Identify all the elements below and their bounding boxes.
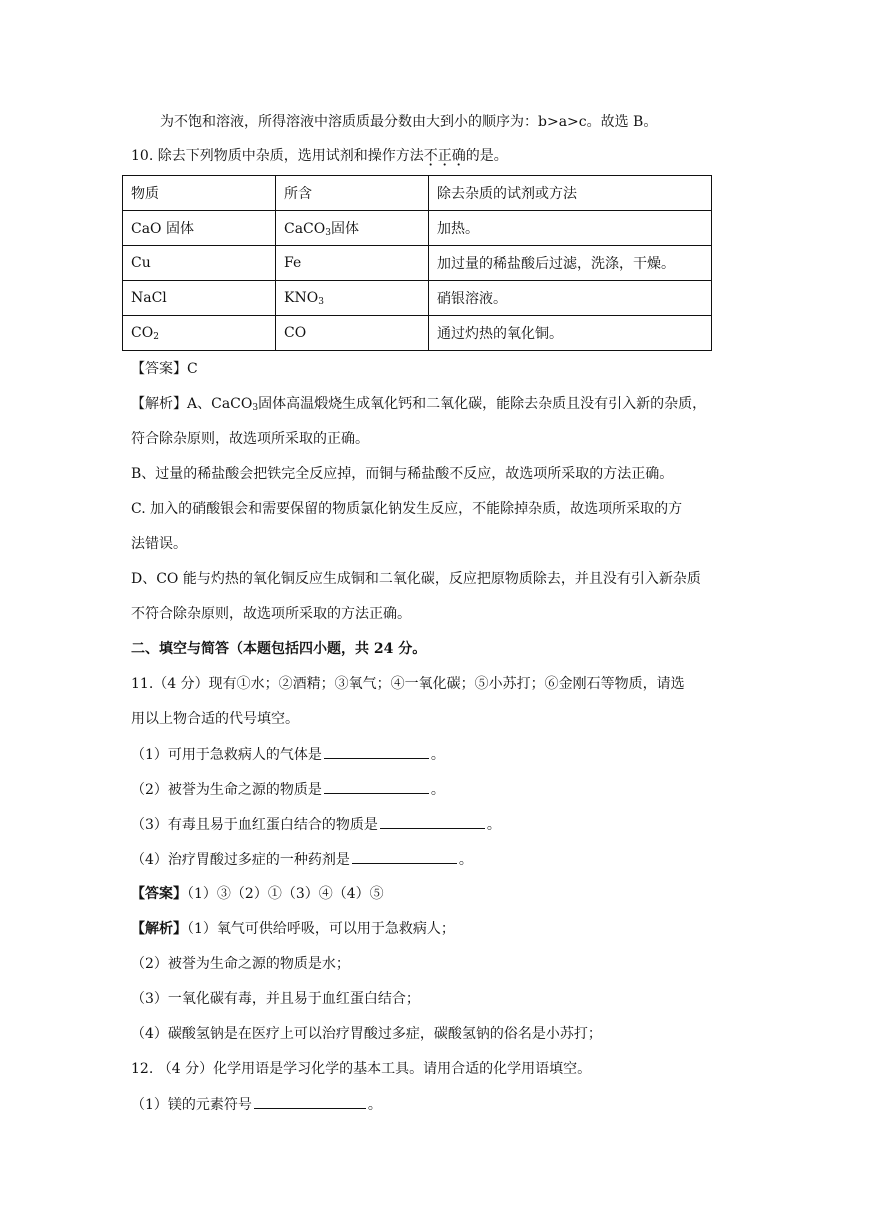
period: 。 <box>458 852 473 868</box>
table-header-row <box>123 176 712 211</box>
explanation-11-line: （4）碳酸氢钠是在医疗上可以治疗胃酸过多症，碳酸氢钠的俗名是小苏打； <box>131 1026 602 1042</box>
answer-blank[interactable] <box>380 814 485 829</box>
cell-substance: CaO 固体 <box>123 211 276 246</box>
question-12-part <box>131 1094 382 1115</box>
question-11-part <box>131 849 473 870</box>
question-10-stem <box>131 146 508 166</box>
subscript: 3 <box>318 296 324 307</box>
answer-blank[interactable] <box>324 779 429 794</box>
answer-label: 【答案】 <box>131 886 187 902</box>
cell-substance <box>123 316 276 351</box>
explanation-10-line: 符合除杂原则，故选项所采取的正确。 <box>131 431 369 447</box>
explanation-10-line: 法错误。 <box>131 536 187 552</box>
table-row <box>123 246 712 281</box>
period: 。 <box>430 747 445 763</box>
answer-blank[interactable] <box>324 744 429 759</box>
emphasis-char: 不 <box>423 148 438 164</box>
part-text: （1）镁的元素符号 <box>131 1097 252 1113</box>
subscript: 3 <box>252 403 259 413</box>
cell-impurity <box>276 281 429 316</box>
cell-impurity: CO <box>276 316 429 351</box>
formula-text: CO <box>131 324 154 341</box>
explanation-label: 【解析】 <box>131 921 187 937</box>
cell-impurity: Fe <box>276 246 429 281</box>
explanation-11-line: （3）一氧化碳有毒，并且易于血红蛋白结合； <box>131 991 420 1007</box>
question-11-part <box>131 814 501 835</box>
formula-text: CaCO <box>284 221 326 237</box>
explanation-10-line: D、CO 能与灼热的氧化铜反应生成铜和二氧化碳，反应把原物质除去，并且没有引入新杂质 <box>131 571 701 587</box>
answer-blank[interactable] <box>254 1094 366 1109</box>
question-12-stem: 12. （4 分）化学用语是学习化学的基本工具。请用合适的化学用语填空。 <box>131 1061 592 1077</box>
period: 。 <box>430 782 445 798</box>
question-11-part <box>131 779 445 800</box>
question-11-stem: 11.（4 分）现有①水；②酒精；③氧气；④一氧化碳；⑤小苏打；⑥金刚石等物质，请选 <box>131 676 685 692</box>
header-method: 除去杂质的试剂或方法 <box>429 176 712 211</box>
table-row <box>123 211 712 246</box>
paragraph-continuation: 为不饱和溶液，所得溶液中溶质质最分数由大到小的顺序为：b>a>c。故选 B。 <box>160 114 658 130</box>
explanation-10-line: C. 加入的硝酸银会和需要保留的物质氯化钠发生反应，不能除掉杂质，故选项所采取的方 <box>131 501 683 517</box>
impurity-table <box>122 175 712 351</box>
subscript: 3 <box>325 228 331 238</box>
header-impurity: 所含 <box>276 176 429 211</box>
formula-text: 固体 <box>330 221 359 237</box>
emphasis-char: 确 <box>451 148 466 164</box>
cell-method: 加过量的稀盐酸后过滤，洗涤，干燥。 <box>429 246 712 281</box>
q10-suffix: 的是。 <box>465 148 508 164</box>
table-row <box>123 281 712 316</box>
answer-blank[interactable] <box>352 849 457 864</box>
explanation-text: 固体高温煅烧生成氧化钙和二氧化碳，能除去杂质且没有引入新的杂质， <box>258 396 707 412</box>
part-text: （4）治疗胃酸过多症的一种药剂是 <box>131 852 350 868</box>
explanation-10-line: 不符合除杂原则，故选项所采取的方法正确。 <box>131 606 411 622</box>
answer-text: （1）③（2）①（3）④（4）⑤ <box>187 886 384 902</box>
part-text: （2）被誉为生命之源的物质是 <box>131 782 322 798</box>
part-text: （3）有毒且易于血红蛋白结合的物质是 <box>131 817 378 833</box>
cell-substance: Cu <box>123 246 276 281</box>
question-11-stem: 用以上物合适的代号填空。 <box>131 711 299 727</box>
subscript: 2 <box>153 331 159 342</box>
explanation-text: 【解析】A、CaCO <box>131 396 253 412</box>
period: 。 <box>367 1097 382 1113</box>
cell-method: 硝银溶液。 <box>429 281 712 316</box>
explanation-text: （1）氧气可供给呼吸，可以用于急救病人； <box>187 921 455 937</box>
part-text: （1）可用于急救病人的气体是 <box>131 747 322 763</box>
cell-method: 加热。 <box>429 211 712 246</box>
explanation-11-line <box>131 919 455 939</box>
emphasis-char: 正 <box>437 148 452 164</box>
period: 。 <box>486 817 501 833</box>
explanation-11-line: （2）被誉为生命之源的物质是水； <box>131 956 350 972</box>
formula-text: KNO <box>284 289 319 306</box>
header-substance: 物质 <box>123 176 276 211</box>
table-row <box>123 316 712 351</box>
answer-10: 【答案】C <box>131 361 198 377</box>
section-heading: 二、填空与简答（本题包括四小题，共 24 分。 <box>131 641 427 657</box>
question-11-part <box>131 744 445 765</box>
cell-method: 通过灼热的氧化铜。 <box>429 316 712 351</box>
q10-prefix: 10. 除去下列物质中杂质，选用试剂和操作方法 <box>131 148 424 164</box>
cell-impurity <box>276 211 429 246</box>
answer-11 <box>131 884 384 904</box>
cell-substance: NaCl <box>123 281 276 316</box>
explanation-10-line: B、过量的稀盐酸会把铁完全反应掉，而铜与稀盐酸不反应，故选项所采取的方法正确。 <box>131 466 674 482</box>
explanation-10-line <box>131 394 706 418</box>
